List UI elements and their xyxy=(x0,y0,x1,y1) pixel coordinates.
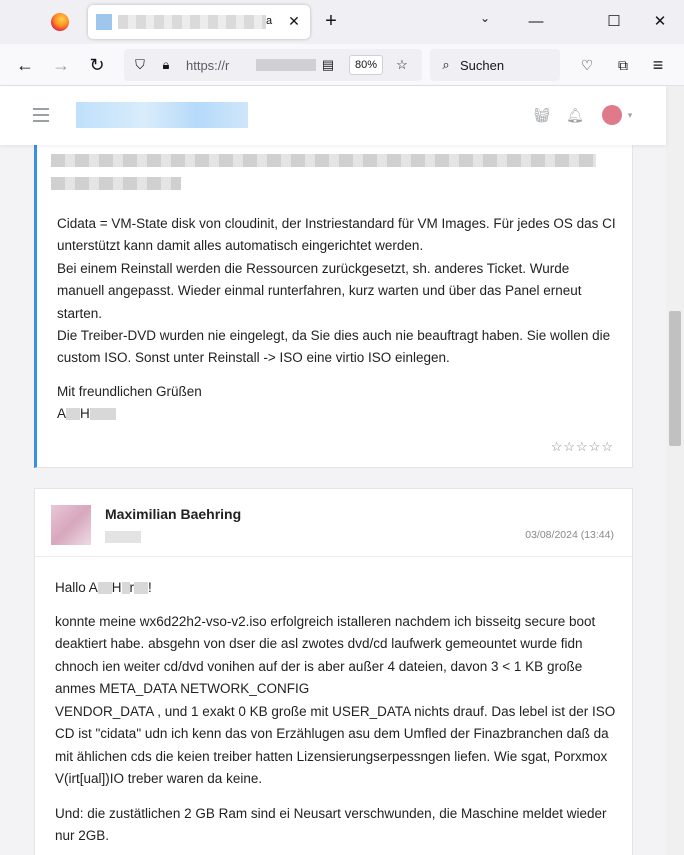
chevron-down-icon[interactable]: ⌄ xyxy=(479,11,491,25)
zoom-level-button[interactable]: 80% xyxy=(349,55,383,75)
cart-icon[interactable]: 🧺︎ xyxy=(533,107,551,123)
salutation-part: r xyxy=(129,580,135,595)
extensions-icon[interactable]: ⧉ xyxy=(618,57,628,73)
redacted-text xyxy=(66,408,80,420)
menu-icon[interactable]: ≡ xyxy=(652,55,664,75)
tab-title-redacted xyxy=(118,15,266,29)
new-tab-icon[interactable]: + xyxy=(325,10,337,32)
url-redacted xyxy=(256,59,316,71)
greeting: Mit freundlichen Grüßen xyxy=(57,384,202,399)
signature-part: A xyxy=(57,406,67,421)
staff-reply-card xyxy=(34,145,633,468)
redacted-text xyxy=(122,582,130,594)
reply-paragraph: Die Treiber-DVD wurden nie eingelegt, da Sie dies auch nie beauftragt haben. Sie wollen die custom ISO. Sonst unter Reinstall -> ISO eine virtio ISO einlegen. xyxy=(57,328,611,366)
tab-bar xyxy=(0,0,684,44)
salutation-part: Hallo A xyxy=(55,580,98,595)
redacted-text xyxy=(51,177,181,190)
navigation-toolbar xyxy=(0,44,684,86)
pocket-icon[interactable]: ♡ xyxy=(580,57,594,73)
customer-reply-card xyxy=(34,488,633,855)
site-header xyxy=(0,86,666,145)
ticket-thread xyxy=(0,145,666,855)
back-arrow-icon[interactable]: ← xyxy=(16,55,34,75)
active-tab[interactable] xyxy=(88,5,310,39)
redacted-text xyxy=(90,408,116,420)
forward-arrow-icon[interactable]: → xyxy=(52,55,70,75)
bookmark-star-icon[interactable]: ☆ xyxy=(396,57,408,72)
site-logo[interactable] xyxy=(76,102,248,128)
tab-title: a xyxy=(266,15,273,27)
reply-paragraph: Und: die zustätlichen 2 GB Ram sind ei Neusart verschwunden, die Maschine meldet wieder nur 2GB. xyxy=(55,806,607,844)
url-bar[interactable] xyxy=(124,49,422,81)
redacted-text xyxy=(98,582,112,594)
bell-icon[interactable]: 🔔︎ xyxy=(566,107,584,123)
search-input[interactable] xyxy=(430,49,560,81)
salutation xyxy=(55,577,617,599)
redacted-text xyxy=(105,531,141,543)
divider xyxy=(35,556,632,557)
salutation-part: ! xyxy=(148,580,152,595)
avatar xyxy=(51,505,91,545)
salutation-part: H xyxy=(111,580,122,595)
tab-favicon-icon xyxy=(96,14,112,30)
maximize-icon[interactable]: ☐ xyxy=(607,13,621,30)
post-date: 03/08/2024 (13:44) xyxy=(525,529,614,541)
page-scrollbar[interactable] xyxy=(666,86,684,855)
rating-stars[interactable]: ☆☆☆☆☆ xyxy=(550,439,614,454)
search-icon: ⌕ xyxy=(442,57,450,72)
caret-down-icon[interactable]: ▾ xyxy=(627,110,633,120)
scrollbar-thumb[interactable] xyxy=(669,311,681,446)
minimize-icon[interactable]: — xyxy=(528,13,544,30)
reader-view-icon[interactable]: ▤ xyxy=(321,57,335,72)
redacted-text xyxy=(51,154,596,167)
reply-paragraph: konnte meine wx6d22h2-vso-v2.iso erfolgreich istalleren nachdem ich bisseitg secure boot deaktiert habe. absgehn von dser die asl zwotes dvd/cd laufwerk gemeountet wurde fidn chnoch ien weiter cd/dvd vonihen auf der is aber außer 4 dateien, davon 3 < 1 KB große anmes META_DATA NETWORK_CONFIG xyxy=(55,614,596,697)
search-placeholder: Suchen xyxy=(460,58,505,73)
firefox-logo-icon[interactable] xyxy=(51,13,69,31)
author-name: Maximilian Baehring xyxy=(105,506,242,522)
reply-paragraph: Cidata = VM-State disk von cloudinit, der Instriestandard für VM Images. Für jedes OS das CI unterstützt kann damit alles automatisch eingerichtet werden. xyxy=(57,216,616,254)
hamburger-menu-icon[interactable] xyxy=(33,108,49,122)
reply-paragraph: VENDOR_DATA , und 1 exakt 0 KB große mit USER_DATA nichts drauf. Das lebel ist der ISO CD ist "cidata" udn ich kenn das von Erzählugen asu dem Umfled der Finazbranchen daß da mit ählichen cds die keien treiber hatten Lizensierungserpessngen liefen. Wie sgat, Porxmox V(irt[ual])IO treber waren da keine. xyxy=(55,704,616,787)
url-text[interactable]: https://r xyxy=(186,58,230,73)
redacted-text xyxy=(134,582,148,594)
shield-icon[interactable]: ⛉ xyxy=(135,57,145,72)
close-tab-icon[interactable]: ✕ xyxy=(288,13,300,29)
reload-icon[interactable]: ↻ xyxy=(89,55,105,75)
signature xyxy=(57,403,619,425)
avatar[interactable] xyxy=(602,105,622,125)
lock-icon[interactable]: 🔒︎ xyxy=(162,57,170,72)
signature-part: H xyxy=(80,406,90,421)
close-window-icon[interactable]: ✕ xyxy=(653,13,667,30)
reply-paragraph: Bei einem Reinstall werden die Ressourcen zurückgesetzt, sh. anderes Ticket. Wurde manuell angepasst. Wieder einmal runterfahren, kurz warten und über das Panel erneut starten. xyxy=(57,261,582,321)
